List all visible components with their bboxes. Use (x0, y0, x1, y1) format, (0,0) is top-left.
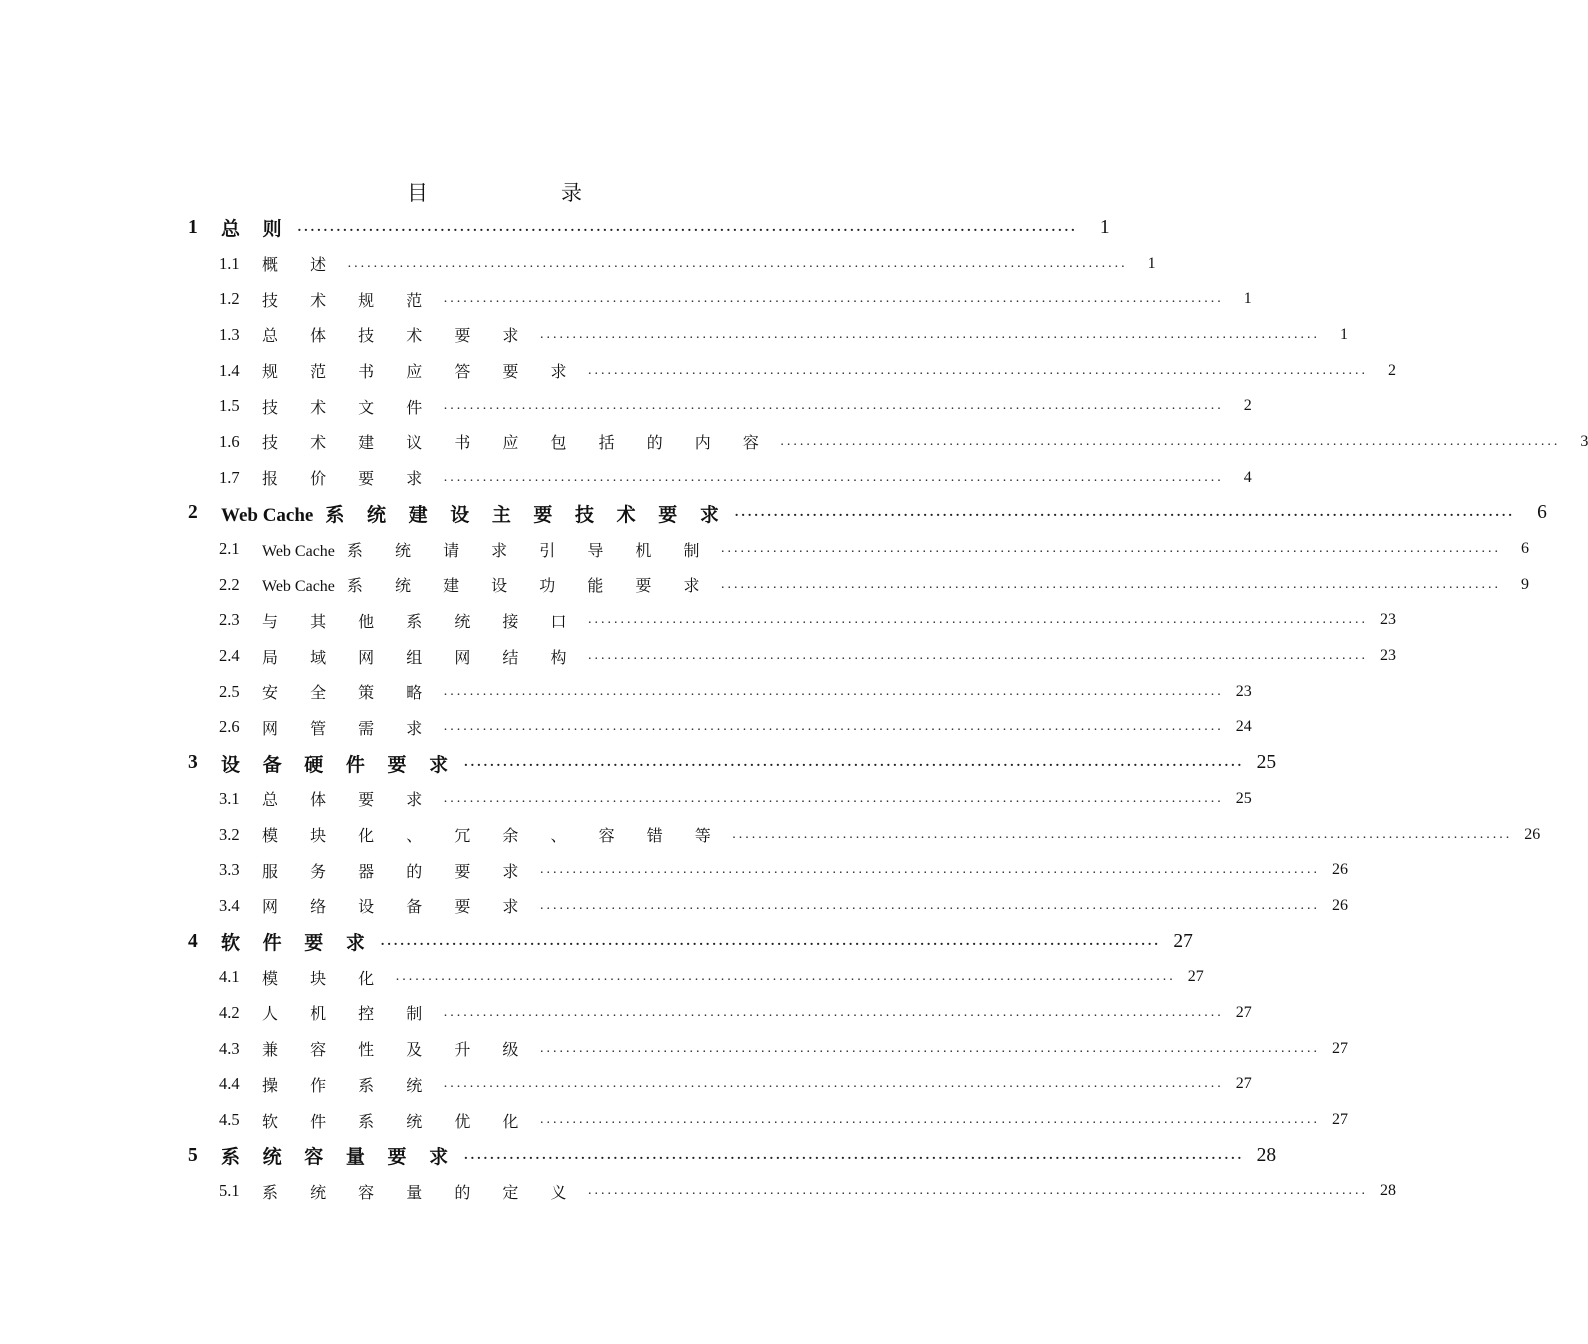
toc-entry-number: 1.6 (219, 431, 240, 451)
toc-entry-number: 4 (188, 930, 198, 952)
toc-entry-title (262, 966, 388, 989)
toc-entry-title-text: 软 件 系 统 优 化 (262, 1111, 532, 1131)
toc-dot-leader: ........................................................................................................................ (347, 255, 1128, 271)
toc-entry-title-text: 操 作 系 统 (262, 1075, 436, 1095)
toc-entry-number: 3.3 (219, 860, 240, 880)
toc-dot-leader: ........................................................................................................................ (380, 933, 1161, 949)
toc-section-entry[interactable] (0, 959, 1204, 995)
toc-entry-title-text: 与 其 他 系 统 接 口 (262, 611, 581, 631)
toc-chapter-entry[interactable] (0, 924, 1193, 960)
toc-entry-number: 2 (188, 502, 198, 524)
toc-dot-leader: ........................................................................................................................ (780, 433, 1561, 449)
toc-entry-number: 4.2 (219, 1002, 240, 1022)
toc-entry-number: 2.3 (219, 610, 240, 630)
toc-entry-number: 5 (188, 1144, 198, 1166)
toc-entry-title (262, 1180, 580, 1203)
toc-heading (0, 176, 950, 210)
toc-section-entry[interactable] (0, 531, 1530, 567)
toc-section-entry[interactable] (0, 1102, 1348, 1138)
toc-entry-title-text: 总 体 要 求 (262, 790, 436, 810)
toc-entry-number: 4.3 (219, 1038, 240, 1058)
toc-entry-number: 2.5 (219, 681, 240, 701)
toc-dot-leader: ........................................................................................................................ (297, 219, 1078, 235)
toc-entry-title (262, 395, 436, 418)
toc-entry-title (221, 1142, 456, 1169)
toc-entry-number: 5.1 (219, 1181, 240, 1201)
toc-entry-number: 2.6 (219, 717, 240, 737)
toc-entry-page-number: 2 (1243, 397, 1252, 415)
toc-dot-leader: ........................................................................................................................ (539, 862, 1320, 878)
toc-dot-leader: ........................................................................................................................ (539, 897, 1320, 913)
toc-entry-title (262, 538, 713, 561)
toc-entry-title (262, 323, 532, 346)
toc-dot-leader: ........................................................................................................................ (443, 790, 1224, 806)
toc-entry-number: 1.1 (219, 253, 240, 273)
toc-section-entry[interactable] (0, 852, 1348, 888)
toc-entry-title-text: 软 件 要 求 (221, 932, 373, 955)
toc-chapter-entry[interactable] (0, 1138, 1277, 1174)
toc-entry-number: 1.4 (219, 360, 240, 380)
toc-dot-leader: ........................................................................................................................ (732, 826, 1513, 842)
toc-entry-page-number: 23 (1235, 682, 1252, 700)
toc-section-entry[interactable] (0, 674, 1252, 710)
toc-section-entry[interactable] (0, 710, 1252, 746)
toc-entry-title-text: 服 务 器 的 要 求 (262, 861, 532, 881)
toc-entry-page-number: 1 (1339, 325, 1348, 343)
toc-entry-page-number: 23 (1380, 647, 1397, 665)
toc-dot-leader: ........................................................................................................................ (721, 541, 1502, 557)
toc-dot-leader: ........................................................................................................................ (588, 612, 1369, 628)
toc-chapter-entry[interactable] (0, 745, 1277, 781)
toc-section-entry[interactable] (0, 1174, 1397, 1210)
toc-entry-number: 1.5 (219, 396, 240, 416)
toc-entry-title-text: 总 则 (221, 218, 290, 241)
toc-dot-leader: ........................................................................................................................ (443, 398, 1224, 414)
toc-dot-leader: ........................................................................................................................ (443, 1076, 1224, 1092)
toc-entry-title (262, 859, 532, 882)
toc-entry-title (262, 359, 580, 382)
toc-entry-title-text: 模 块 化 (262, 968, 388, 988)
toc-section-entry[interactable] (0, 281, 1252, 317)
toc-entry-page-number: 4 (1243, 468, 1252, 486)
toc-entry-page-number: 25 (1256, 752, 1277, 774)
toc-entry-page-number: 3 (1580, 432, 1588, 450)
toc-dot-leader: ........................................................................................................................ (443, 1004, 1224, 1020)
toc-entry-page-number: 27 (1331, 1111, 1348, 1129)
toc-entry-number: 2.2 (219, 574, 240, 594)
toc-entry-title-prefix: Web Cache (262, 578, 335, 596)
toc-entry-title (262, 466, 436, 489)
toc-entry-title-prefix: Web Cache (262, 542, 335, 560)
toc-entry-number: 1 (188, 216, 198, 238)
toc-entry-title-text: 报 价 要 求 (262, 469, 436, 489)
toc-entry-title-prefix: Web Cache (221, 504, 314, 526)
toc-entry-page-number: 9 (1521, 575, 1530, 593)
toc-entry-title-text: 设 备 硬 件 要 求 (221, 753, 457, 776)
toc-entry-title-text: 兼 容 性 及 升 级 (262, 1040, 532, 1060)
toc-entry-page-number: 27 (1331, 1039, 1348, 1057)
toc-entry-title (262, 894, 532, 917)
toc-section-entry[interactable] (0, 246, 1156, 282)
toc-entry-title-text: 技 术 规 范 (262, 290, 436, 310)
toc-entry-title (221, 750, 456, 777)
toc-dot-leader: ........................................................................................................................ (588, 362, 1369, 378)
toc-dot-leader: ........................................................................................................................ (464, 755, 1245, 771)
toc-dot-leader: ........................................................................................................................ (443, 683, 1224, 699)
toc-entry-page-number: 27 (1235, 1075, 1252, 1093)
toc-entry-page-number: 26 (1331, 861, 1348, 879)
toc-entry-title (262, 680, 436, 703)
toc-entry-title-text: 网 管 需 求 (262, 718, 436, 738)
toc-entry-page-number: 6 (1521, 540, 1530, 558)
toc-entry-number: 2.1 (219, 539, 240, 559)
toc-entry-page-number: 23 (1380, 611, 1397, 629)
toc-section-entry[interactable] (0, 1067, 1252, 1103)
toc-section-entry[interactable] (0, 638, 1397, 674)
toc-entry-title (262, 609, 580, 632)
toc-entry-page-number: 6 (1537, 502, 1547, 524)
toc-entry-title (262, 823, 724, 846)
toc-entry-title (262, 288, 436, 311)
toc-entry-title-text: 技 术 文 件 (262, 397, 436, 417)
table-of-contents (0, 210, 1588, 1209)
toc-entry-title-text: 人 机 控 制 (262, 1004, 436, 1024)
toc-entry-number: 1.7 (219, 467, 240, 487)
toc-entry-page-number: 27 (1187, 968, 1204, 986)
toc-entry-title (262, 252, 340, 275)
toc-dot-leader: ........................................................................................................................ (588, 1183, 1369, 1199)
toc-entry-page-number: 1 (1099, 216, 1110, 238)
toc-section-entry[interactable] (0, 317, 1348, 353)
toc-dot-leader: ........................................................................................................................ (539, 1112, 1320, 1128)
toc-entry-title (262, 573, 713, 596)
toc-entry-number: 3.4 (219, 895, 240, 915)
toc-entry-title (262, 1073, 436, 1096)
toc-dot-leader: ........................................................................................................................ (464, 1147, 1245, 1163)
toc-entry-number: 3.2 (219, 824, 240, 844)
toc-section-entry[interactable] (0, 603, 1397, 639)
toc-section-entry[interactable] (0, 460, 1252, 496)
toc-entry-title-text: 系 统 容 量 要 求 (221, 1146, 457, 1169)
toc-dot-leader: ........................................................................................................................ (443, 469, 1224, 485)
toc-entry-title-text: 技 术 建 议 书 应 包 括 的 内 容 (262, 433, 773, 453)
toc-entry-title (262, 645, 580, 668)
toc-section-entry[interactable] (0, 995, 1252, 1031)
toc-entry-title-text: 局 域 网 组 网 结 构 (262, 647, 581, 667)
toc-section-entry[interactable] (0, 388, 1252, 424)
toc-entry-title-text: 网 络 设 备 要 求 (262, 897, 532, 917)
toc-dot-leader: ........................................................................................................................ (443, 719, 1224, 735)
toc-entry-number: 4.4 (219, 1074, 240, 1094)
toc-entry-page-number: 28 (1256, 1144, 1277, 1166)
toc-section-entry[interactable] (0, 567, 1530, 603)
toc-entry-number: 3.1 (219, 788, 240, 808)
toc-dot-leader: ........................................................................................................................ (588, 648, 1369, 664)
toc-section-entry[interactable] (0, 1031, 1348, 1067)
toc-entry-title-text: 系 统 建 设 主 要 技 术 要 求 (325, 503, 727, 526)
toc-entry-page-number: 26 (1331, 896, 1348, 914)
toc-entry-title (221, 928, 373, 955)
toc-chapter-entry[interactable] (0, 496, 1547, 532)
toc-dot-leader: ........................................................................................................................ (539, 1040, 1320, 1056)
toc-dot-leader: ........................................................................................................................ (721, 576, 1502, 592)
toc-entry-title-text: 总 体 技 术 要 求 (262, 326, 532, 346)
toc-entry-number: 1.2 (219, 289, 240, 309)
toc-dot-leader: ........................................................................................................................ (395, 969, 1176, 985)
toc-entry-title (221, 214, 290, 241)
toc-entry-number: 3 (188, 752, 198, 774)
toc-entry-title-text: 系 统 请 求 引 导 机 制 (346, 540, 714, 560)
toc-entry-title-text: 模 块 化 、 冗 余 、 容 错 等 (262, 826, 725, 846)
toc-entry-number: 4.1 (219, 967, 240, 987)
toc-entry-page-number: 2 (1388, 361, 1397, 379)
toc-section-entry[interactable] (0, 424, 1588, 460)
toc-entry-title-text: 系 统 容 量 的 定 义 (262, 1182, 581, 1202)
toc-heading-char-2: 录 (561, 181, 582, 205)
toc-entry-page-number: 26 (1524, 825, 1541, 843)
toc-dot-leader: ........................................................................................................................ (539, 326, 1320, 342)
toc-heading-char-1: 目 (407, 181, 428, 205)
toc-entry-title (262, 1109, 532, 1132)
toc-entry-page-number: 25 (1235, 789, 1252, 807)
toc-entry-number: 2.4 (219, 646, 240, 666)
toc-section-entry[interactable] (0, 353, 1397, 389)
toc-entry-title-text: 规 范 书 应 答 要 求 (262, 362, 581, 382)
toc-chapter-entry[interactable] (0, 210, 1110, 246)
toc-entry-title (262, 1037, 532, 1060)
toc-entry-title (262, 430, 772, 453)
toc-entry-page-number: 1 (1147, 254, 1156, 272)
toc-section-entry[interactable] (0, 781, 1252, 817)
toc-entry-title-text: 概 述 (262, 255, 340, 275)
toc-entry-title-text: 安 全 策 略 (262, 683, 436, 703)
toc-entry-title (262, 716, 436, 739)
toc-entry-title-text: 系 统 建 设 功 能 要 求 (346, 576, 714, 596)
toc-dot-leader: ........................................................................................................................ (734, 505, 1515, 521)
toc-entry-title (262, 787, 436, 810)
toc-section-entry[interactable] (0, 888, 1348, 924)
toc-entry-number: 1.3 (219, 324, 240, 344)
toc-entry-number: 4.5 (219, 1110, 240, 1130)
toc-entry-page-number: 27 (1173, 930, 1193, 952)
toc-entry-title (262, 1001, 436, 1024)
toc-entry-page-number: 27 (1235, 1003, 1252, 1021)
toc-entry-title (221, 500, 727, 527)
toc-dot-leader: ........................................................................................................................ (443, 291, 1224, 307)
toc-section-entry[interactable] (0, 817, 1541, 853)
toc-entry-page-number: 28 (1380, 1182, 1397, 1200)
toc-entry-page-number: 24 (1235, 718, 1252, 736)
toc-entry-page-number: 1 (1243, 290, 1252, 308)
